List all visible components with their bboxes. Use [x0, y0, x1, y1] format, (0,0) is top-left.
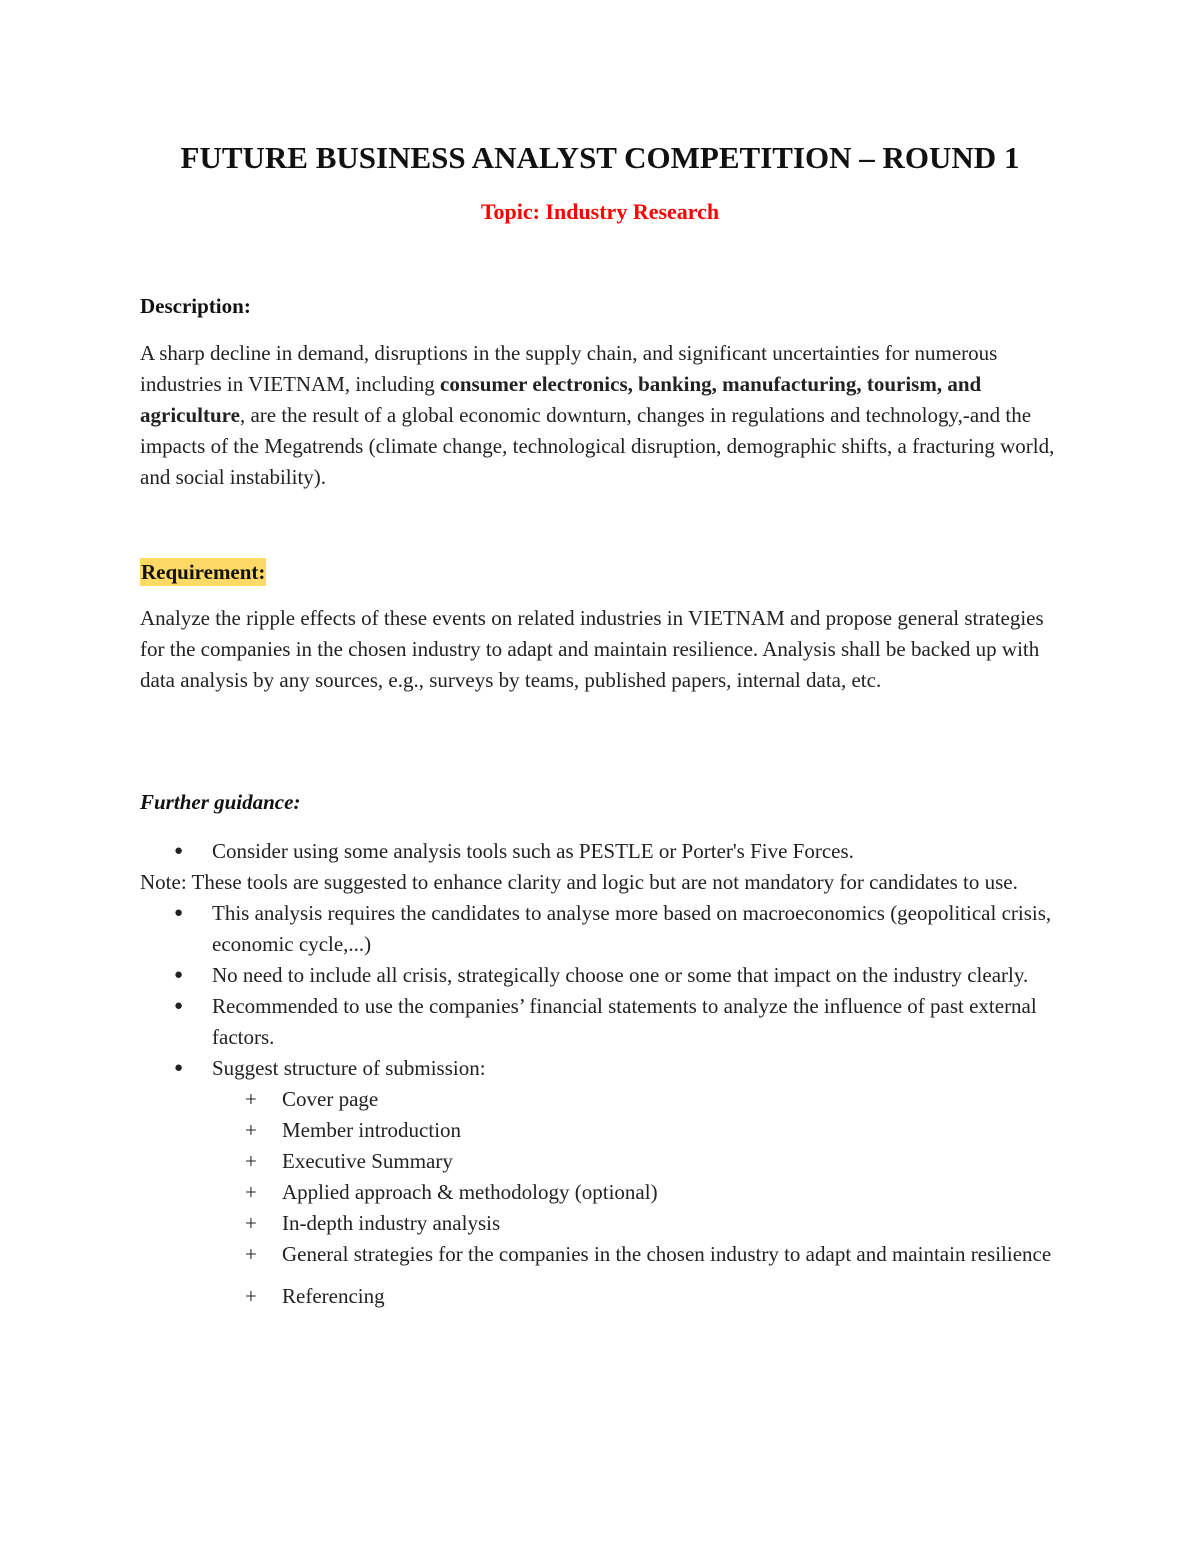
requirement-paragraph: Analyze the ripple effects of these events on related industries in VIETNAM and propose general strategies for the companies in the chosen industry to adapt and maintain resilience. Analysis shall be backed up with data analysis by any sources, e.g., surveys by teams, published papers, internal data, etc.	[140, 606, 1044, 692]
structure-item-text: Applied approach & methodology (optional)	[282, 1180, 658, 1204]
description-text-start: A sharp decline in demand, disruptions in the supply chain, and significant uncertainties for numerous industries in VIETNAM, including	[140, 341, 998, 396]
guidance-bullet-text: Consider using some analysis tools such as PESTLE or Porter's Five Forces.	[212, 839, 854, 863]
structure-item-text: Cover page	[282, 1087, 379, 1111]
document-title: FUTURE BUSINESS ANALYST COMPETITION – ROUND 1	[180, 140, 1020, 175]
plus-icon: +	[245, 1180, 257, 1204]
guidance-bullet-text: Recommended to use the companies’ financial statements to analyze the influence of past external factors.	[212, 994, 1037, 1049]
structure-item	[140, 1115, 1060, 1146]
structure-item	[140, 1208, 1060, 1239]
guidance-list	[140, 836, 1060, 1312]
structure-item	[140, 1177, 1060, 1208]
guidance-bullet	[140, 991, 1060, 1053]
structure-item-text: Referencing	[282, 1284, 385, 1308]
description-industries-bold: consumer electronics, banking, manufacturing, tourism, and agriculture	[140, 372, 982, 427]
structure-item-text: In-depth industry analysis	[282, 1211, 501, 1235]
bullet-icon: ●	[174, 1060, 184, 1076]
bullet-icon: ●	[174, 998, 184, 1014]
plus-icon: +	[245, 1118, 257, 1142]
topic-subtitle: Topic: Industry Research	[480, 199, 720, 224]
guidance-bullet-text: Suggest structure of submission:	[212, 1056, 486, 1080]
bullet-icon: ●	[174, 843, 184, 859]
guidance-bullet	[140, 898, 1060, 960]
guidance-bullet	[140, 960, 1060, 991]
guidance-note: Note: These tools are suggested to enhance clarity and logic but are not mandatory for candidates to use.	[140, 870, 1018, 894]
guidance-bullet	[140, 836, 1060, 867]
structure-item-text: General strategies for the companies in the chosen industry to adapt and maintain resilience	[282, 1242, 1052, 1266]
guidance-bullet-text: No need to include all crisis, strategically choose one or some that impact on the industry clearly.	[212, 963, 1029, 987]
plus-icon: +	[245, 1149, 257, 1173]
structure-item	[140, 1281, 1060, 1312]
description-heading: Description:	[140, 294, 251, 318]
description-paragraph	[140, 338, 1060, 493]
bullet-icon: ●	[174, 905, 184, 921]
guidance-bullet	[140, 1053, 1060, 1084]
structure-item	[140, 1239, 1060, 1270]
plus-icon: +	[245, 1087, 257, 1111]
structure-item	[140, 1146, 1060, 1177]
plus-icon: +	[245, 1211, 257, 1235]
plus-icon: +	[245, 1284, 257, 1308]
structure-item	[140, 1084, 1060, 1115]
plus-icon: +	[245, 1242, 257, 1266]
requirement-heading: Requirement:	[141, 560, 266, 584]
bullet-icon: ●	[174, 967, 184, 983]
structure-item-text: Executive Summary	[282, 1149, 453, 1173]
description-text-end: , are the result of a global economic downturn, changes in regulations and technology,-and the impacts of the Megatrends (climate change, technological disruption, demographic shifts, a fracturing world, and social instability).	[140, 403, 1055, 489]
structure-item-text: Member introduction	[282, 1118, 462, 1142]
guidance-bullet-text: This analysis requires the candidates to analyse more based on macroeconomics (geopolitical crisis, economic cycle,...)	[212, 901, 1052, 956]
guidance-heading: Further guidance:	[140, 790, 301, 814]
